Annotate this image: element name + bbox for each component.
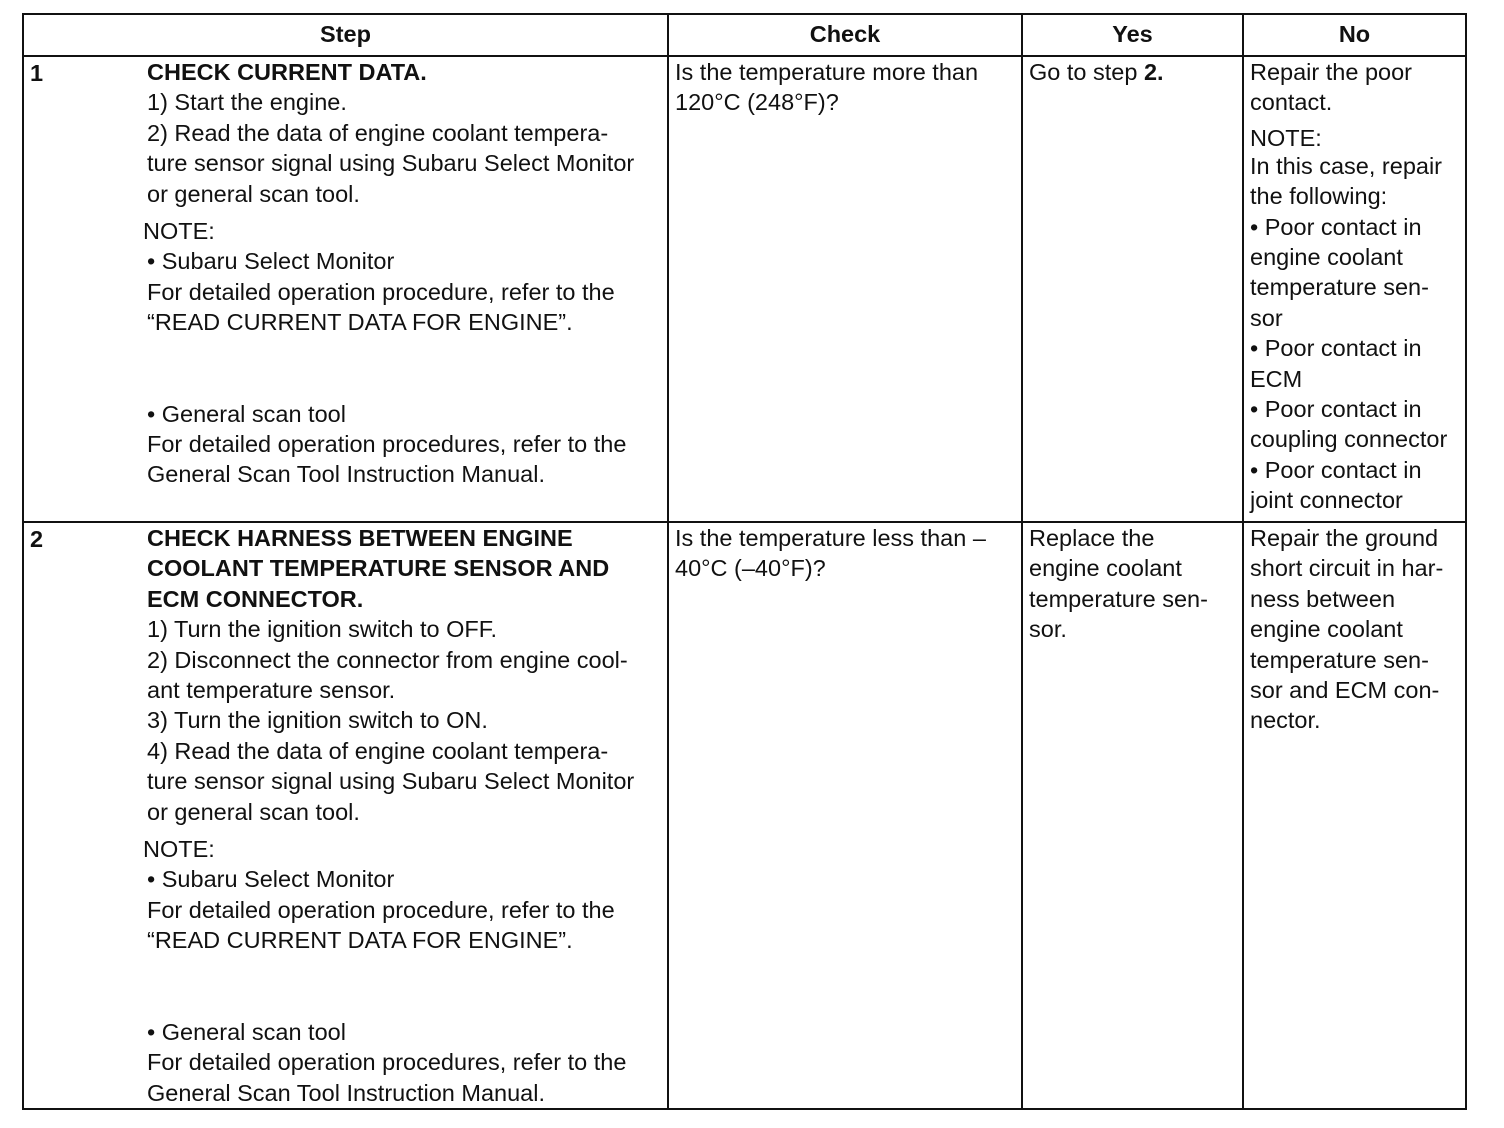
yes-cell <box>1022 56 1243 522</box>
check-line: 40°C (–40°F)? <box>675 555 826 582</box>
no-line: Repair the poor <box>1250 59 1412 85</box>
table-row-step-1 <box>23 56 1466 522</box>
diagnostic-table-sheet <box>22 13 1465 1110</box>
step-title-line: COOLANT TEMPERATURE SENSOR AND <box>147 555 610 582</box>
yes-line: engine coolant <box>1029 555 1182 582</box>
step-number: 1 <box>30 60 44 86</box>
yes-cell <box>1022 522 1243 1109</box>
yes-step-ref: 2. <box>1143 59 1164 85</box>
no-cell <box>1243 56 1466 522</box>
no-line: contact. <box>1250 89 1333 116</box>
step-line: ture sensor signal using Subaru Select Monitor <box>147 150 635 177</box>
no-note-line: coupling connector <box>1250 426 1448 453</box>
note-line: “READ CURRENT DATA FOR ENGINE”. <box>147 309 573 336</box>
step-line: 2) Disconnect the connector from engine cool- <box>147 646 628 673</box>
step-title: CHECK CURRENT DATA. <box>147 59 427 85</box>
no-line: sor and ECM con- <box>1250 677 1440 704</box>
yes-line: temperature sen- <box>1029 585 1208 612</box>
no-note-line: • Poor contact in <box>1250 335 1422 362</box>
yes-line: Replace the <box>1029 525 1155 551</box>
no-line: ness between <box>1250 585 1396 612</box>
step-line: 2) Read the data of engine coolant tempera- <box>147 119 609 146</box>
note-label: NOTE: <box>143 218 215 245</box>
yes-line <box>1029 57 1238 87</box>
no-line: nector. <box>1250 707 1321 734</box>
no-note-line: • Poor contact in <box>1250 396 1422 423</box>
note-line: “READ CURRENT DATA FOR ENGINE”. <box>147 927 573 954</box>
note-line: For detailed operation procedure, refer to the <box>147 278 615 305</box>
header-step: Step <box>23 14 668 56</box>
no-line: engine coolant <box>1250 616 1403 643</box>
no-cell <box>1243 522 1466 1109</box>
check-line: 120°C (248°F)? <box>675 89 839 116</box>
step-title-line: CHECK HARNESS BETWEEN ENGINE <box>147 525 573 551</box>
no-note-line: • Poor contact in <box>1250 456 1422 483</box>
no-note-line: • Poor contact in <box>1250 213 1422 240</box>
step-line: 4) Read the data of engine coolant tempera- <box>147 737 609 764</box>
step-line: ture sensor signal using Subaru Select Monitor <box>147 768 635 795</box>
header-yes: Yes <box>1022 14 1243 56</box>
step-line: 1) Turn the ignition switch to OFF. <box>147 616 498 643</box>
step-instructions-cell <box>143 56 668 522</box>
note-bullet-scan-tool: • General scan tool <box>147 400 346 427</box>
no-note-line: ECM <box>1250 365 1303 392</box>
note-bullet-scan-tool: • General scan tool <box>147 1018 346 1045</box>
header-row <box>23 14 1466 56</box>
no-note-line: joint connector <box>1250 487 1403 514</box>
note-line: General Scan Tool Instruction Manual. <box>147 461 545 488</box>
step-line: 3) Turn the ignition switch to ON. <box>147 707 488 734</box>
step-number: 2 <box>30 526 44 552</box>
diagnostic-table <box>22 13 1467 1110</box>
no-note-line: sor <box>1250 304 1283 331</box>
step-number-cell <box>23 522 143 1109</box>
note-line: For detailed operation procedure, refer to the <box>147 896 615 923</box>
check-line: Is the temperature more than <box>675 59 979 85</box>
check-cell <box>668 522 1022 1109</box>
note-line: For detailed operation procedures, refer to the <box>147 431 627 458</box>
yes-line: sor. <box>1029 616 1067 643</box>
note-bullet-select-monitor: • Subaru Select Monitor <box>147 248 395 275</box>
step-title-line: ECM CONNECTOR. <box>147 585 364 612</box>
no-note-line: temperature sen- <box>1250 274 1429 301</box>
step-instructions-cell <box>143 522 668 1109</box>
step-line: or general scan tool. <box>147 180 360 207</box>
step-line: ant temperature sensor. <box>147 677 396 704</box>
note-line: For detailed operation procedures, refer to the <box>147 1049 627 1076</box>
no-note-line: In this case, repair <box>1250 152 1443 179</box>
no-note-line: the following: <box>1250 183 1388 210</box>
note-bullet-select-monitor: • Subaru Select Monitor <box>147 866 395 893</box>
no-note-label: NOTE: <box>1250 124 1322 151</box>
note-label: NOTE: <box>143 836 215 863</box>
note-line: General Scan Tool Instruction Manual. <box>147 1079 545 1106</box>
table-row-step-2 <box>23 522 1466 1109</box>
no-note-line: engine coolant <box>1250 244 1403 271</box>
step-line: or general scan tool. <box>147 798 360 825</box>
header-check: Check <box>668 14 1022 56</box>
step-number-cell <box>23 56 143 522</box>
no-line: short circuit in har- <box>1250 555 1444 582</box>
yes-prefix: Go to step <box>1029 59 1144 85</box>
check-cell <box>668 56 1022 522</box>
check-line: Is the temperature less than – <box>675 525 986 551</box>
header-no: No <box>1243 14 1466 56</box>
no-line: temperature sen- <box>1250 646 1429 673</box>
step-line: 1) Start the engine. <box>147 89 347 116</box>
no-line: Repair the ground <box>1250 525 1439 551</box>
